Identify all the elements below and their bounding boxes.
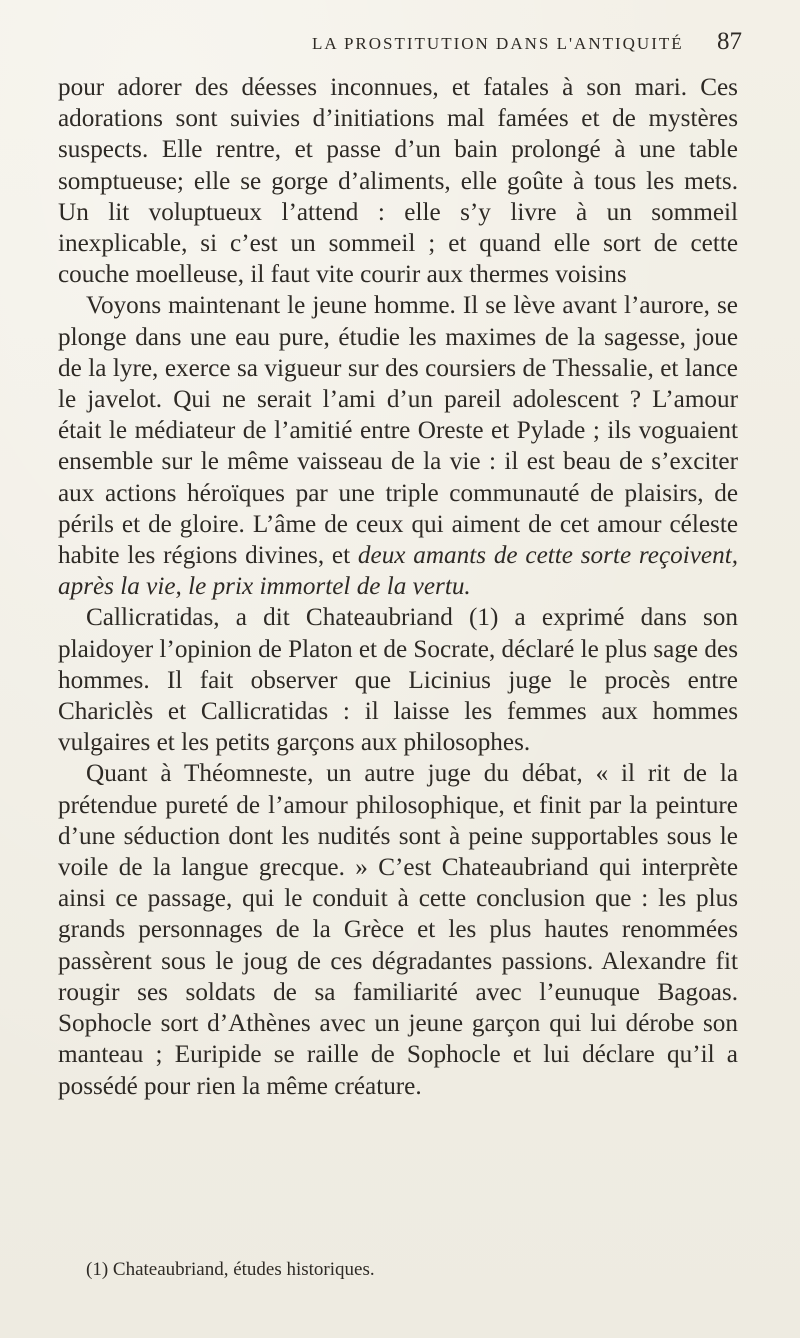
running-head: LA PROSTITUTION DANS L'ANTIQUITÉ [312,34,684,53]
paragraph-2-lead: Voyons maintenant le jeune homme. Il se lève avant l’aurore, se plonge dans une eau pure, étudie les maximes de la sagesse, joue de la lyre, exerce sa vigueur sur des coursiers de Thessalie, et lance le javelot. Qui ne serait l’ami d’un pareil adolescent ? L’amour était le médiateur de l’amitié entre Oreste et Pylade ; ils voguaient ensemble sur le même vaisseau de la vie : il est beau de s’exciter aux actions héroïques par une triple communauté de plaisirs, de périls et de gloire. L’âme de ceux qui aiment de cet amour céleste habite les régions divines, et [58,292,738,570]
paragraph-3: Callicratidas, a dit Chateaubriand (1) a exprimé dans son plaidoyer l’opinion de Platon et de Socrate, déclaré le plus sage des hommes. Il fait observer que Licinius juge le procès entre Chariclès et Callicratidas : il laisse les femmes aux hommes vulgaires et les petits garçons aux philosophes. [58,604,738,757]
page-number: 87 [717,28,742,55]
paragraph-2 [58,290,738,602]
paragraph-1: pour adorer des déesses inconnues, et fatales à son mari. Ces adorations sont suivies d’initiations mal famées et de mystères suspects. Elle rentre, et passe d’un bain prolongé à une table somptueuse; elle se gorge d’aliments, elle goûte à tous les mets. Un lit voluptueux l’attend : elle s’y livre à un sommeil inexplicable, si c’est un sommeil ; et quand elle sort de cette couche moelleuse, il faut vite courir aux thermes voisins [58,74,738,289]
main-text [58,72,738,1102]
paragraph-2-italic: deux amants de cette sorte reçoivent, après la vie, le prix immortel de la vertu. [58,542,738,601]
paragraph-4: Quant à Théomneste, un autre juge du débat, « il rit de la prétendue pureté de l’amour philosophique, et finit par la peinture d’une séduction dont les nudités sont à peine supportables sous le voile de la langue grecque. » C’est Chateaubriand qui interprète ainsi ce passage, qui le conduit à cette conclusion que : les plus grands personnages de la Grèce et les plus hautes renommées passèrent sous le joug de ces dégradantes passions. Alexandre fit rougir ses soldats de sa familiarité avec l’eunuque Bagoas. Sophocle sort d’Athènes avec un jeune garçon qui lui dérobe son manteau ; Euripide se raille de Sophocle et lui déclare qu’il a possédé pour rien la même créature. [58,760,738,1100]
footnote: (1) Chateaubriand, études historiques. [86,1259,375,1280]
